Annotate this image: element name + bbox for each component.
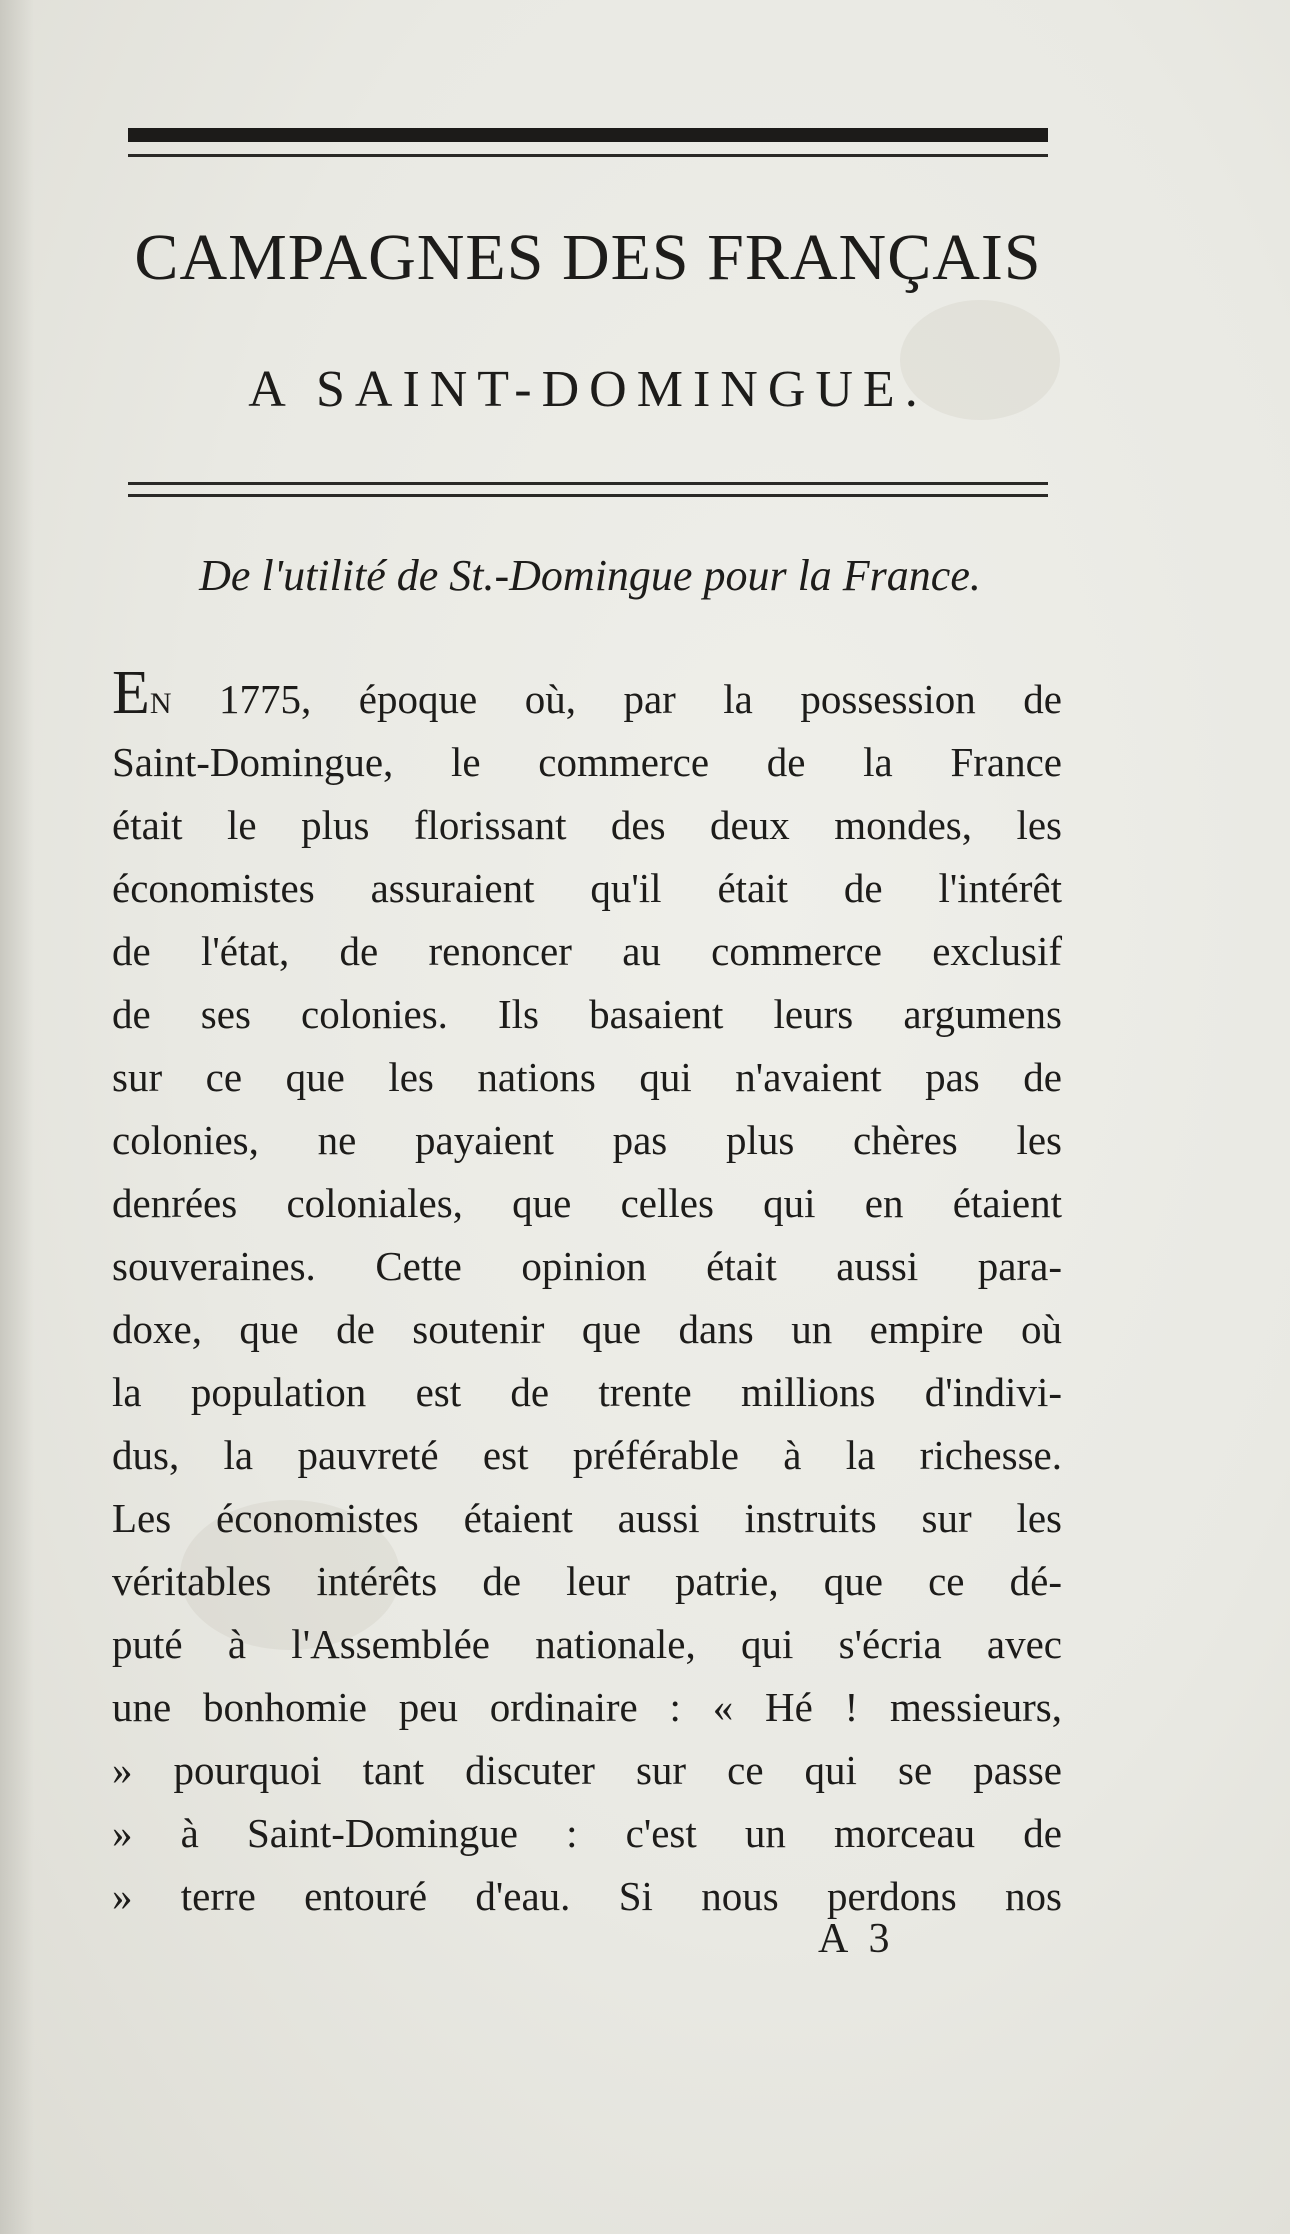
body-line: Saint-Domingue, le commerce de la France bbox=[112, 739, 1062, 785]
body-line: denrées coloniales, que celles qui en étaient bbox=[112, 1180, 1062, 1226]
header-rule-thin bbox=[128, 154, 1048, 157]
body-line: économistes assuraient qu'il était de l'intérêt bbox=[112, 865, 1062, 911]
title-rule-upper bbox=[128, 482, 1048, 485]
body-line: sur ce que les nations qui n'avaient pas de bbox=[112, 1054, 1062, 1100]
body-line: » à Saint-Domingue : c'est un morceau de bbox=[112, 1810, 1062, 1856]
signature-mark: A 3 bbox=[818, 1916, 896, 1962]
body-line: de ses colonies. Ils basaient leurs argumens bbox=[112, 991, 1062, 1037]
body-line: la population est de trente millions d'indivi- bbox=[112, 1369, 1062, 1415]
initial-rest: N bbox=[149, 687, 172, 720]
body-paragraph bbox=[112, 659, 1062, 1928]
body-line: puté à l'Assemblée nationale, qui s'écria avec bbox=[112, 1621, 1062, 1667]
body-line: était le plus florissant des deux mondes, les bbox=[112, 802, 1062, 848]
section-heading: De l'utilité de St.-Domingue pour la France. bbox=[199, 551, 981, 600]
body-line: une bonhomie peu ordinaire : « Hé ! messieurs, bbox=[112, 1684, 1062, 1730]
header-rule-thick bbox=[128, 128, 1048, 142]
body-line: souveraines. Cette opinion était aussi para- bbox=[112, 1243, 1062, 1289]
page-title-line-2: A SAINT-DOMINGUE. bbox=[248, 361, 928, 418]
body-line: dus, la pauvreté est préférable à la richesse. bbox=[112, 1432, 1062, 1478]
body-line: » pourquoi tant discuter sur ce qui se passe bbox=[112, 1747, 1062, 1793]
first-line-text: 1775, époque où, par la possession de bbox=[171, 676, 1062, 722]
body-line-first bbox=[112, 659, 1062, 731]
body-line: de l'état, de renoncer au commerce exclusif bbox=[112, 928, 1062, 974]
body-line: Les économistes étaient aussi instruits sur les bbox=[112, 1495, 1062, 1541]
title-rule-lower bbox=[128, 494, 1048, 497]
body-line: véritables intérêts de leur patrie, que ce dé- bbox=[112, 1558, 1062, 1604]
body-line: colonies, ne payaient pas plus chères les bbox=[112, 1117, 1062, 1163]
body-line: » terre entouré d'eau. Si nous perdons nos bbox=[112, 1873, 1062, 1919]
drop-initial: E bbox=[112, 659, 150, 727]
page-title-line-1: CAMPAGNES DES FRANÇAIS bbox=[134, 221, 1042, 294]
page-gutter-shadow bbox=[0, 0, 34, 2234]
body-line: doxe, que de soutenir que dans un empire où bbox=[112, 1306, 1062, 1352]
